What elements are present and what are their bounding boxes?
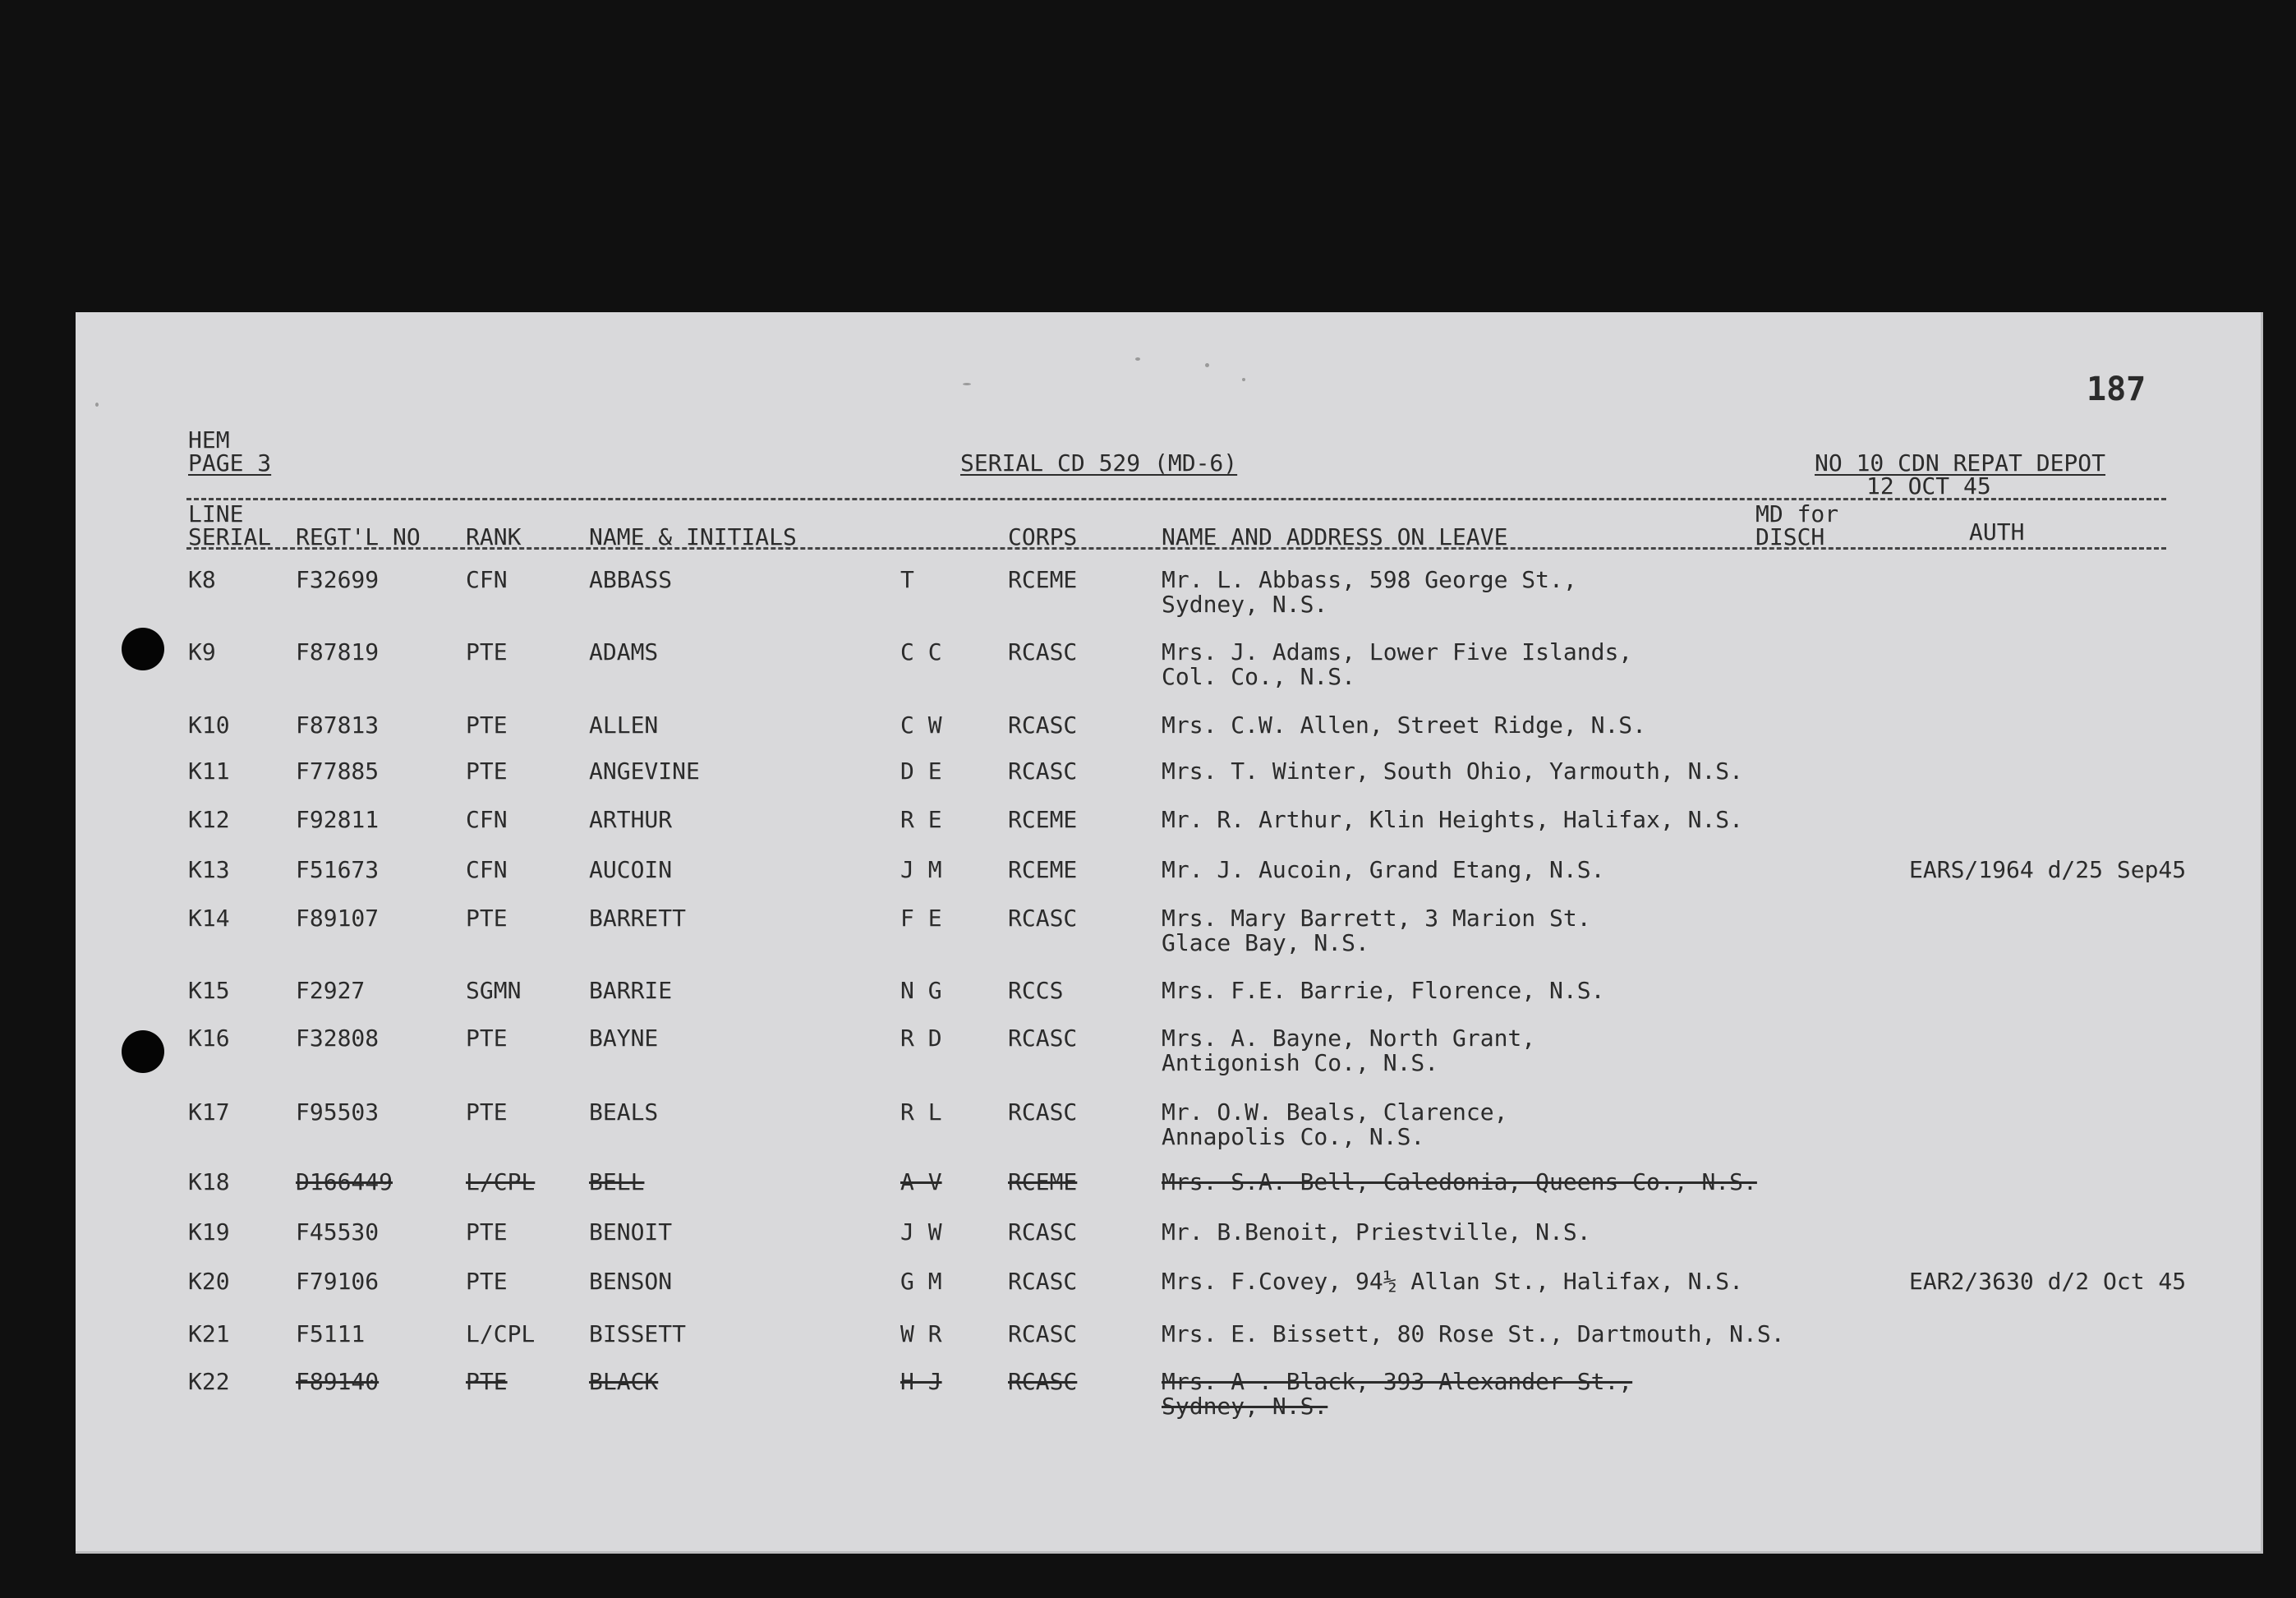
row-corps: RCEME <box>1008 566 1078 593</box>
row-serial: K9 <box>188 638 216 665</box>
row-rank: PTE <box>466 1268 508 1295</box>
table-row <box>76 1169 2261 1218</box>
row-initials: C C <box>900 638 942 665</box>
row-address-line1: Mrs. C.W. Allen, Street Ridge, N.S. <box>1162 712 1647 739</box>
col-line-serial-bottom: SERIAL <box>188 523 272 550</box>
row-name: BEALS <box>589 1098 659 1126</box>
header-rule-top <box>186 498 2166 500</box>
col-address: NAME AND ADDRESS ON LEAVE <box>1162 523 1508 550</box>
row-initials: R L <box>900 1098 942 1126</box>
row-address-line1: Mrs. A. Bayne, North Grant, <box>1162 1025 1536 1052</box>
row-address-line1: Mr. J. Aucoin, Grand Etang, N.S. <box>1162 856 1605 883</box>
row-rank: PTE <box>466 638 508 665</box>
row-rank: PTE <box>466 1368 508 1395</box>
row-rank: CFN <box>466 566 508 593</box>
table-row <box>76 978 2261 1027</box>
row-address-line2: Glace Bay, N.S. <box>1162 929 1369 956</box>
header-rule-bottom <box>186 547 2166 550</box>
row-name: BELL <box>589 1168 645 1195</box>
row-serial: K14 <box>188 905 230 932</box>
row-serial: K20 <box>188 1268 230 1295</box>
row-address-line2: Antigonish Co., N.S. <box>1162 1049 1439 1076</box>
row-corps: RCASC <box>1008 1320 1078 1347</box>
table-row <box>76 1269 2261 1318</box>
row-initials: J M <box>900 856 942 883</box>
row-corps: RCEME <box>1008 1168 1078 1195</box>
row-address-line1: Mrs. J. Adams, Lower Five Islands, <box>1162 638 1633 665</box>
row-address-line1: Mr. R. Arthur, Klin Heights, Halifax, N.S. <box>1162 806 1744 833</box>
row-regt-no: F87819 <box>296 638 380 665</box>
row-address-line2: Col. Co., N.S. <box>1162 663 1356 690</box>
row-address-line1: Mrs. S.A. Bell, Caledonia, Queens Co., N.S. <box>1162 1168 1757 1195</box>
row-initials: F E <box>900 905 942 932</box>
row-serial: K8 <box>188 566 216 593</box>
row-rank: CFN <box>466 806 508 833</box>
row-regt-no: F51673 <box>296 856 380 883</box>
row-name: AUCOIN <box>589 856 673 883</box>
row-name: ALLEN <box>589 712 659 739</box>
dust-speck <box>1205 363 1209 367</box>
row-initials: C W <box>900 712 942 739</box>
row-initials: H J <box>900 1368 942 1395</box>
col-corps: CORPS <box>1008 523 1078 550</box>
row-name: BENOIT <box>589 1218 673 1246</box>
row-name: BAYNE <box>589 1025 659 1052</box>
header-depot: NO 10 CDN REPAT DEPOT <box>1815 449 2106 477</box>
row-address-line1: Mrs. E. Bissett, 80 Rose St., Dartmouth, N.S. <box>1162 1320 1785 1347</box>
row-name: BARRETT <box>589 905 687 932</box>
row-initials: N G <box>900 977 942 1004</box>
table-row <box>76 857 2261 906</box>
row-address-line1: Mr. B.Benoit, Priestville, N.S. <box>1162 1218 1591 1246</box>
page-number: 187 <box>2087 371 2146 408</box>
row-corps: RCEME <box>1008 856 1078 883</box>
header-serial: SERIAL CD 529 (MD-6) <box>960 449 1238 477</box>
row-address-line2: Annapolis Co., N.S. <box>1162 1123 1425 1150</box>
table-row <box>76 1321 2261 1370</box>
row-name: ARTHUR <box>589 806 673 833</box>
row-initials: R D <box>900 1025 942 1052</box>
row-address-line1: Mrs. F.E. Barrie, Florence, N.S. <box>1162 977 1605 1004</box>
row-rank: L/CPL <box>466 1320 536 1347</box>
row-corps: RCASC <box>1008 638 1078 665</box>
col-md-disch-bottom: DISCH <box>1755 523 1825 550</box>
row-address-line1: Mrs. T. Winter, South Ohio, Yarmouth, N.S. <box>1162 758 1744 785</box>
row-serial: K12 <box>188 806 230 833</box>
row-regt-no: F5111 <box>296 1320 366 1347</box>
row-name: ABBASS <box>589 566 673 593</box>
col-auth: AUTH <box>1969 518 2025 546</box>
row-rank: SGMN <box>466 977 522 1004</box>
punch-hole <box>122 628 164 670</box>
row-corps: RCASC <box>1008 758 1078 785</box>
col-rank: RANK <box>466 523 522 550</box>
table-row <box>76 712 2261 762</box>
header-initials: HEM <box>188 426 230 454</box>
row-regt-no: F77885 <box>296 758 380 785</box>
row-address-line2: Sydney, N.S. <box>1162 591 1328 618</box>
row-name: BISSETT <box>589 1320 687 1347</box>
row-initials: A V <box>900 1168 942 1195</box>
row-auth: EAR2/3630 d/2 Oct 45 <box>1909 1268 2187 1295</box>
row-serial: K16 <box>188 1025 230 1052</box>
row-rank: PTE <box>466 712 508 739</box>
row-regt-no: F87813 <box>296 712 380 739</box>
row-name: BENSON <box>589 1268 673 1295</box>
row-corps: RCASC <box>1008 712 1078 739</box>
row-corps: RCASC <box>1008 1368 1078 1395</box>
row-regt-no: F79106 <box>296 1268 380 1295</box>
row-regt-no: F92811 <box>296 806 380 833</box>
row-rank: PTE <box>466 1025 508 1052</box>
row-regt-no: F32699 <box>296 566 380 593</box>
row-initials: R E <box>900 806 942 833</box>
row-name: ADAMS <box>589 638 659 665</box>
row-regt-no: F45530 <box>296 1218 380 1246</box>
row-serial: K13 <box>188 856 230 883</box>
row-initials: D E <box>900 758 942 785</box>
row-serial: K11 <box>188 758 230 785</box>
row-rank: PTE <box>466 905 508 932</box>
row-serial: K18 <box>188 1168 230 1195</box>
row-address-line1: Mr. O.W. Beals, Clarence, <box>1162 1098 1508 1126</box>
row-auth: EARS/1964 d/25 Sep45 <box>1909 856 2187 883</box>
row-rank: CFN <box>466 856 508 883</box>
col-md-disch-top: MD for <box>1755 500 1839 527</box>
table-row <box>76 1219 2261 1269</box>
row-corps: RCASC <box>1008 1098 1078 1126</box>
row-regt-no: D166449 <box>296 1168 393 1195</box>
row-regt-no: F95503 <box>296 1098 380 1126</box>
row-serial: K21 <box>188 1320 230 1347</box>
row-serial: K19 <box>188 1218 230 1246</box>
row-corps: RCASC <box>1008 1218 1078 1246</box>
header-date: 12 OCT 45 <box>1866 472 1991 500</box>
row-corps: RCASC <box>1008 1025 1078 1052</box>
table-row <box>76 639 2261 688</box>
row-serial: K15 <box>188 977 230 1004</box>
document-sheet <box>76 312 2263 1554</box>
table-row <box>76 1025 2261 1075</box>
row-corps: RCASC <box>1008 905 1078 932</box>
col-line-serial-top: LINE <box>188 500 244 527</box>
table-row <box>76 807 2261 856</box>
row-address-line1: Mrs. Mary Barrett, 3 Marion St. <box>1162 905 1591 932</box>
row-rank: PTE <box>466 758 508 785</box>
dust-speck <box>963 383 971 385</box>
row-name: ANGEVINE <box>589 758 700 785</box>
row-address-line1: Mrs. A . Black, 393 Alexander St., <box>1162 1368 1633 1395</box>
row-rank: L/CPL <box>466 1168 536 1195</box>
dust-speck <box>1242 378 1245 381</box>
row-name: BLACK <box>589 1368 659 1395</box>
dust-speck <box>1135 357 1140 361</box>
punch-hole <box>122 1030 164 1073</box>
col-regtl-no: REGT'L NO <box>296 523 421 550</box>
row-serial: K10 <box>188 712 230 739</box>
row-regt-no: F32808 <box>296 1025 380 1052</box>
row-regt-no: F89107 <box>296 905 380 932</box>
row-corps: RCCS <box>1008 977 1064 1004</box>
row-address-line2: Sydney, N.S. <box>1162 1393 1328 1420</box>
table-row <box>76 1369 2261 1418</box>
row-initials: T <box>900 566 914 593</box>
row-name: BARRIE <box>589 977 673 1004</box>
row-regt-no: F2927 <box>296 977 366 1004</box>
row-rank: PTE <box>466 1218 508 1246</box>
header-page: PAGE 3 <box>188 449 272 477</box>
row-serial: K17 <box>188 1098 230 1126</box>
table-row <box>76 758 2261 808</box>
row-serial: K22 <box>188 1368 230 1395</box>
table-row <box>76 1099 2261 1149</box>
table-row <box>76 905 2261 955</box>
dust-speck <box>95 403 99 407</box>
row-address-line1: Mr. L. Abbass, 598 George St., <box>1162 566 1577 593</box>
col-name: NAME & INITIALS <box>589 523 797 550</box>
row-address-line1: Mrs. F.Covey, 94½ Allan St., Halifax, N.S. <box>1162 1268 1744 1295</box>
row-corps: RCASC <box>1008 1268 1078 1295</box>
table-row <box>76 567 2261 616</box>
row-initials: G M <box>900 1268 942 1295</box>
row-initials: W R <box>900 1320 942 1347</box>
row-rank: PTE <box>466 1098 508 1126</box>
row-corps: RCEME <box>1008 806 1078 833</box>
row-regt-no: F89140 <box>296 1368 380 1395</box>
row-initials: J W <box>900 1218 942 1246</box>
